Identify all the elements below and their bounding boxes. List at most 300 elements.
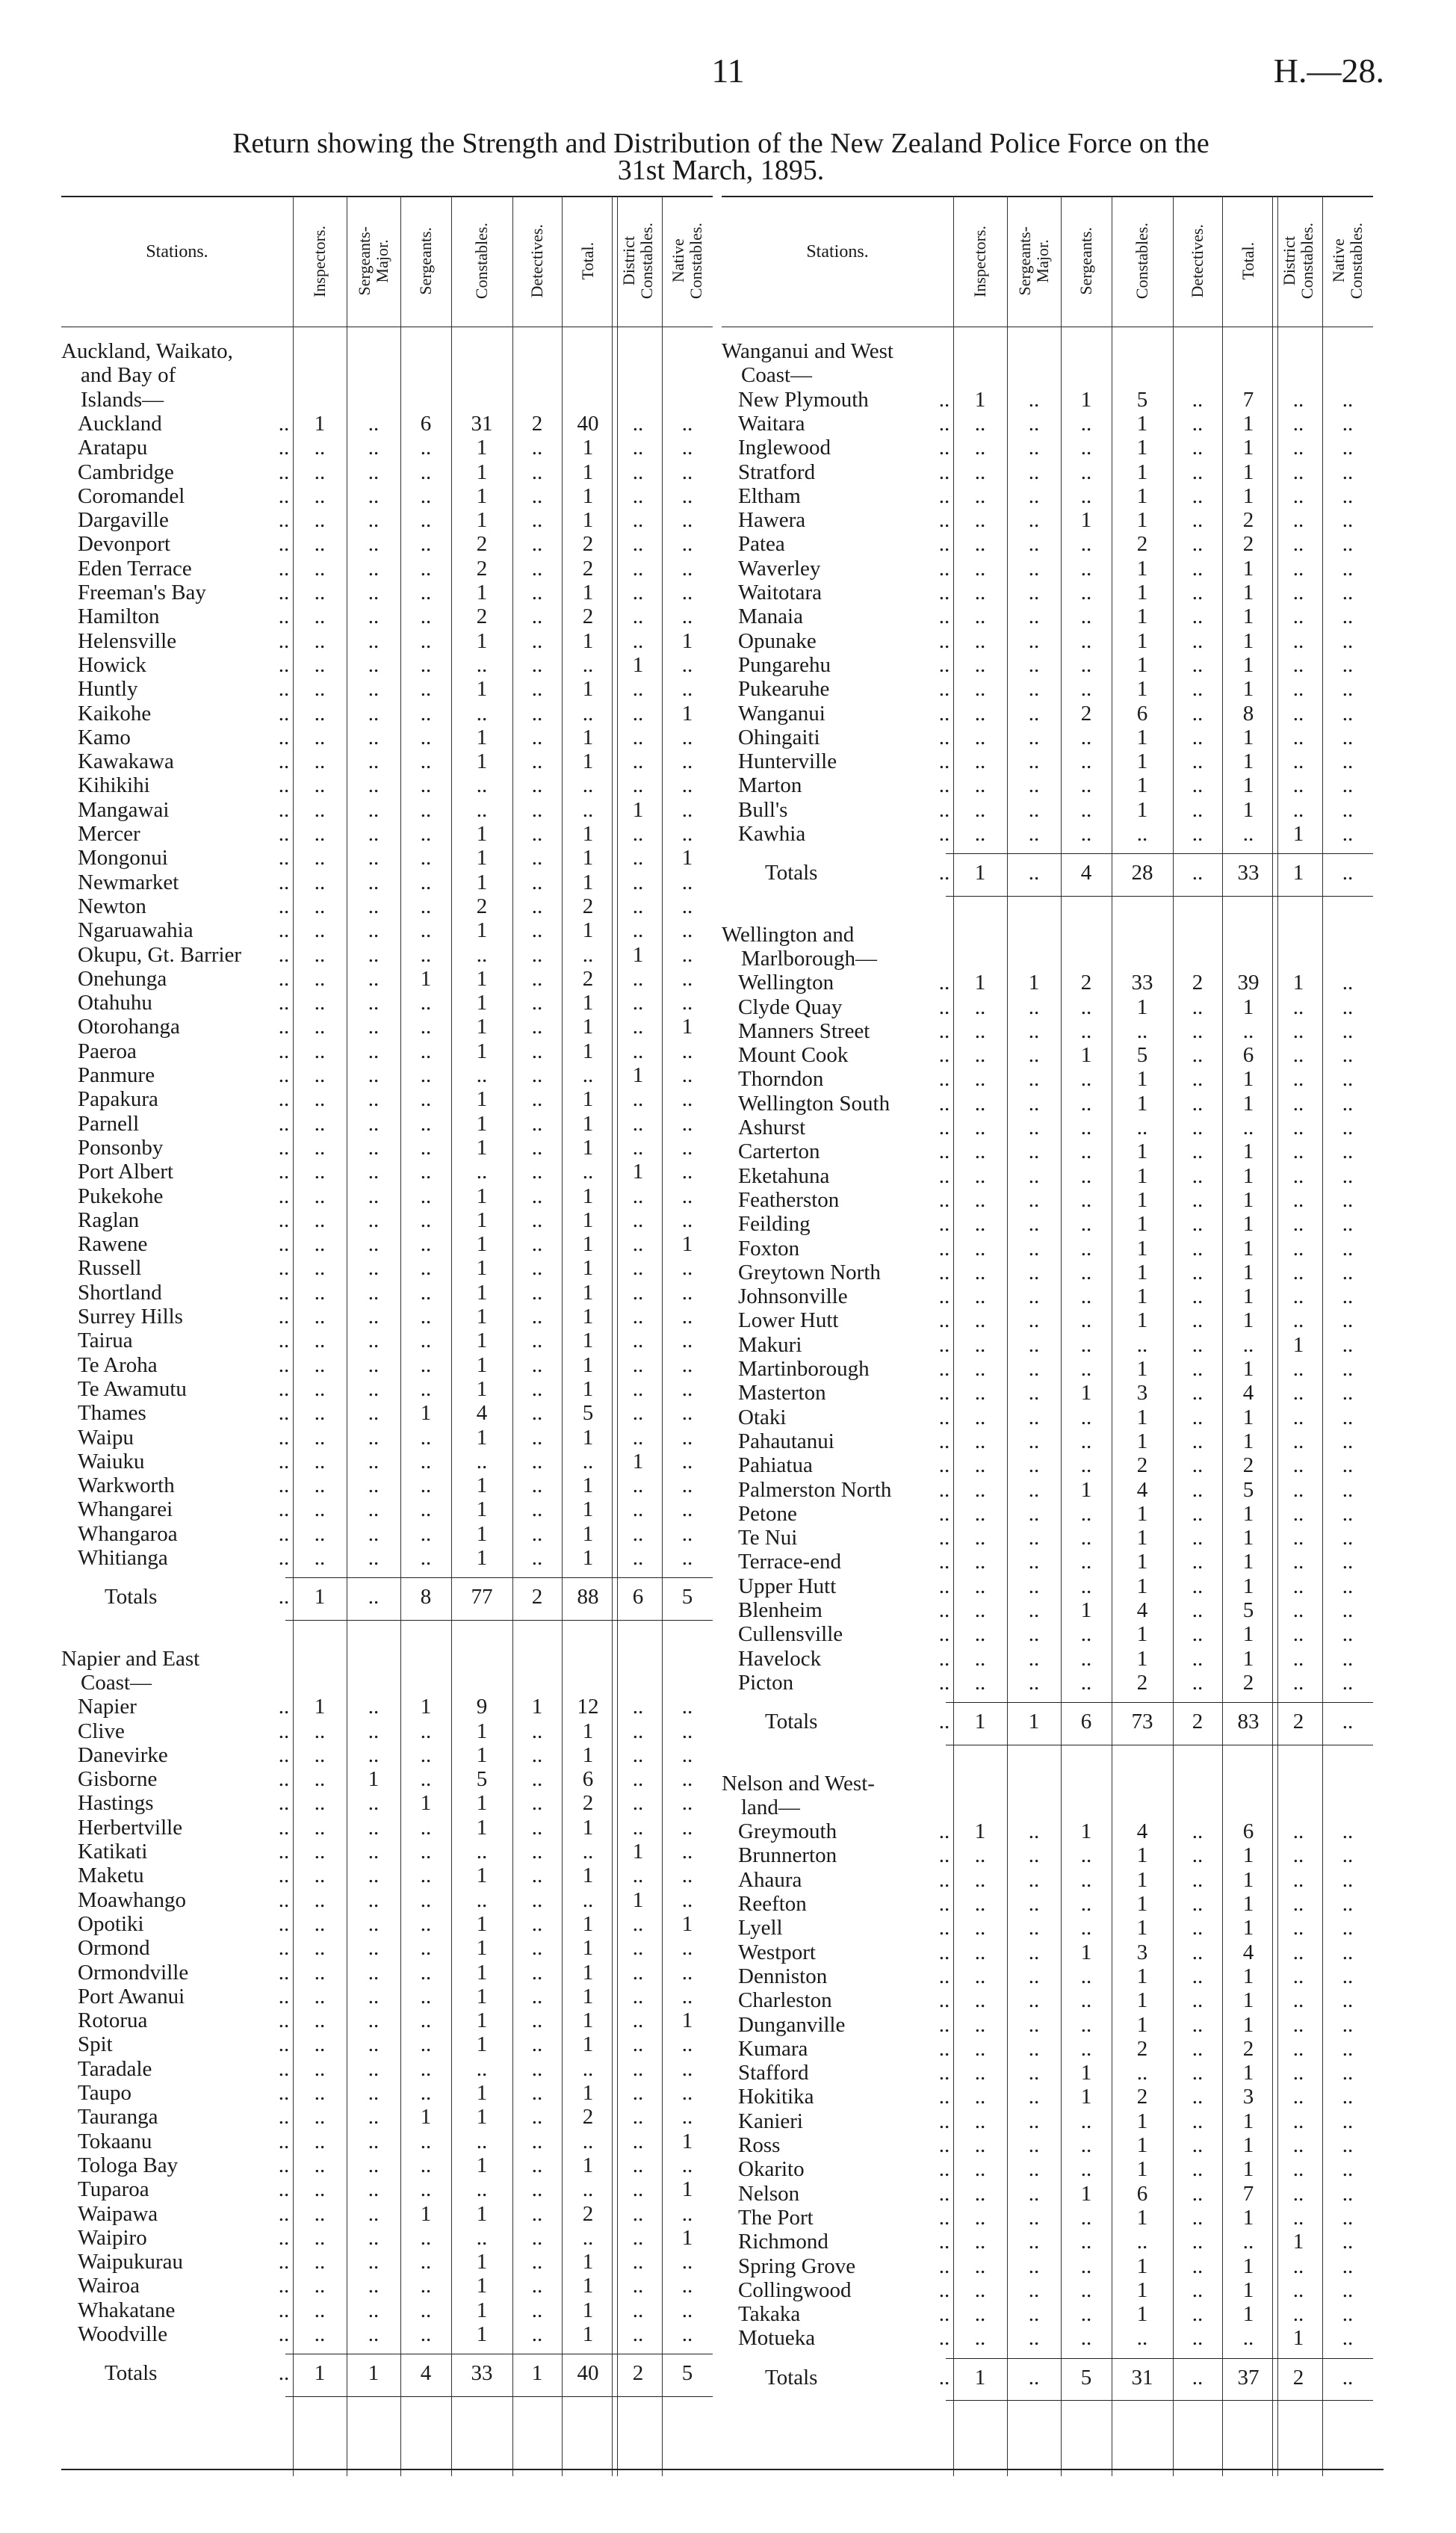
cell-value: .. [1342,2036,1354,2061]
cell-value: 1 [1242,2061,1254,2085]
cell-value: .. [681,2056,693,2081]
cell-value: 1 [1242,1964,1254,1988]
station-row [61,2177,713,2201]
cell-value: .. [681,1135,693,1160]
cell-value: .. [1292,2157,1304,2182]
cell-value: 1 [582,749,594,774]
cell-value: 1 [1242,436,1254,460]
cell-value: .. [420,918,432,943]
station-name: Eketahuna [738,1163,830,1188]
cell-value: .. [1192,1964,1203,1988]
cell-value: 2 [1242,508,1254,533]
station-row [722,581,1373,604]
station-name: Waipawa [78,2201,158,2226]
station-name: Taradale [78,2056,152,2081]
cell-value: .. [314,1015,326,1039]
cell-value: .. [681,2105,693,2130]
leader-dots: .. [278,894,290,918]
cell-value: .. [974,1212,986,1237]
cell-value: .. [420,628,432,653]
cell-value: .. [420,870,432,894]
cell-value: .. [1342,1622,1354,1647]
cell-value: .. [681,918,693,943]
cell-value: .. [1192,1429,1203,1453]
cell-value: 1 [582,725,594,749]
station-row [722,1671,1373,1695]
cell-value: .. [1342,652,1354,677]
cell-value: .. [1080,1116,1092,1139]
cell-value: .. [420,1742,432,1767]
cell-value: 40 [577,411,599,436]
cell-value: 1 [1242,1357,1254,1381]
station-name: Stafford [738,2061,809,2085]
cell-value: .. [420,2322,432,2346]
cell-value: .. [974,2326,986,2351]
cell-value: 1 [1242,1405,1254,1429]
leader-dots: .. [938,797,950,822]
cell-value: .. [368,2201,380,2226]
cell-value: .. [314,556,326,581]
cell-value: .. [974,1236,986,1261]
cell-value: .. [1292,1018,1304,1043]
cell-value: .. [1136,2230,1148,2254]
cell-value: 2 [1242,2036,1254,2061]
region-heading-text: Wellington and Marlborough— [722,922,878,971]
cell-value: 33 [1131,971,1153,995]
cell-value: 1 [582,2153,594,2177]
cell-value: .. [368,2032,380,2057]
cell-value: 1 [582,1184,594,1208]
cell-value: .. [1192,1477,1203,1502]
station-row [722,653,1373,677]
station-row [722,1988,1373,2012]
station-name: Waitara [738,411,805,436]
cell-value: .. [314,1232,326,1257]
cell-value: .. [1292,1260,1304,1284]
cell-value: 2 [582,894,594,918]
leader-dots: .. [278,1791,290,1816]
cell-value: .. [1028,387,1040,412]
cell-value: .. [368,942,380,967]
cell-value: 1 [1242,1067,1254,1092]
cell-value: .. [368,1887,380,1912]
leader-dots: .. [278,2129,290,2153]
cell-value: .. [681,1815,693,1840]
station-name: Gisborne [78,1767,158,1792]
cell-value: .. [314,1742,326,1767]
cell-value: 1 [632,1840,644,1864]
cell-value: .. [476,652,488,677]
cell-value: 3 [1136,1381,1148,1405]
cell-value: .. [531,628,543,653]
station-row [61,2322,713,2346]
totals-rule [285,2396,713,2397]
cell-value: .. [531,2105,543,2130]
station-row [61,870,713,894]
cell-value: .. [420,1087,432,1112]
cell-value: .. [681,1329,693,1353]
cell-value: 1 [1242,604,1254,629]
column-header-label: Total. [578,242,597,280]
station-row [722,822,1373,846]
cell-value: 6 [1242,1043,1254,1068]
cell-value: 1 [476,725,488,749]
station-row [722,2254,1373,2278]
cell-value: .. [1292,773,1304,798]
cell-value: .. [420,1111,432,1136]
cell-value: .. [1292,2012,1304,2037]
cell-value: .. [1080,411,1092,436]
cell-value: 2 [1080,701,1092,726]
cell-value: .. [314,2274,326,2298]
cell-value: .. [368,1960,380,1985]
station-row [61,1063,713,1087]
totals-label: Totals [105,2361,158,2386]
cell-value: .. [531,1184,543,1208]
station-row [61,1039,713,1063]
cell-value: .. [1292,1819,1304,1844]
station-row [61,2057,713,2081]
cell-value: 1 [1242,1622,1254,1647]
cell-value: 1 [476,2032,488,2057]
cell-value: .. [974,1139,986,1164]
cell-value: 1 [632,652,644,677]
cell-value: 2 [1136,2036,1148,2061]
leader-dots: .. [938,1501,950,1526]
leader-dots: .. [938,1067,950,1092]
cell-value: 2 [1292,2365,1304,2390]
cell-value: 1 [476,991,488,1015]
cell-value: .. [1292,725,1304,749]
totals-rule [946,1702,1373,1703]
cell-value: .. [681,677,693,702]
cell-value: .. [1192,797,1203,822]
cell-value: .. [1192,1284,1203,1309]
cell-value: .. [632,532,644,557]
cell-value: 1 [1136,2109,1148,2133]
station-name: Napier [78,1695,137,1719]
leader-dots: .. [938,1574,950,1598]
column-header [662,196,713,327]
station-row [61,2298,713,2322]
column-header [293,196,347,327]
station-row [722,749,1373,773]
column-header [953,196,1007,327]
station-name: Dargaville [78,508,169,533]
station-name: Cambridge [78,460,174,484]
cell-value: .. [314,701,326,726]
station-name: Hokitika [738,2085,814,2109]
bottom-rule [61,2469,1384,2470]
cell-value: 1 [1242,2012,1254,2037]
cell-value: .. [314,1184,326,1208]
station-row [61,1136,713,1160]
leader-dots: .. [938,1212,950,1237]
cell-value: .. [314,1425,326,1450]
cell-value: .. [681,991,693,1015]
cell-value: .. [420,2032,432,2057]
leader-dots: .. [938,2254,950,2278]
cell-value: .. [681,725,693,749]
cell-value: 5 [1136,1043,1148,1068]
cell-value: .. [1342,1710,1354,1734]
cell-value: 28 [1131,861,1153,885]
cell-value: .. [1080,677,1092,702]
cell-value: .. [314,1352,326,1377]
station-name: New Plymouth [738,387,869,412]
leader-dots: .. [938,1284,950,1309]
cell-value: .. [531,1497,543,1522]
totals-rule [285,1620,713,1621]
cell-value: 5 [681,1585,693,1609]
cell-value: .. [1192,1381,1203,1405]
station-name: Hamilton [78,604,160,629]
cell-value: 1 [582,1742,594,1767]
cell-value: 1 [1242,556,1254,581]
cell-value: .. [1342,1284,1354,1309]
totals-rule [946,853,1373,854]
cell-value: .. [368,2105,380,2130]
station-name: Pahautanui [738,1429,834,1453]
station-name: Shortland [78,1280,162,1305]
cell-value: .. [1028,1332,1040,1357]
cell-value: .. [974,1574,986,1598]
station-name: Richmond [738,2230,828,2254]
cell-value: .. [1342,460,1354,484]
cell-value: .. [531,1401,543,1426]
cell-value: .. [1342,995,1354,1019]
station-row [722,2085,1373,2109]
station-row [61,1377,713,1401]
cell-value: .. [1342,2061,1354,2085]
cell-value: .. [1292,532,1304,557]
station-row [722,1550,1373,1574]
cell-value: .. [368,1015,380,1039]
cell-value: .. [632,991,644,1015]
leader-dots: .. [278,725,290,749]
cell-value: 1 [1136,1405,1148,1429]
cell-value: .. [420,581,432,604]
cell-value: 2 [1242,532,1254,557]
cell-value: .. [314,966,326,991]
cell-value: .. [632,1521,644,1546]
cell-value: .. [1192,1670,1203,1695]
cell-value: .. [1028,1018,1040,1043]
cell-value: 1 [582,1232,594,1257]
totals-rule [946,2400,1373,2401]
station-row [722,2109,1373,2133]
cell-value: .. [1136,1018,1148,1043]
cell-value: .. [314,1719,326,1743]
station-name: Westport [738,1940,816,1964]
cell-value: .. [531,1911,543,1936]
cell-value: 1 [1136,1646,1148,1671]
cell-value: 1 [476,1352,488,1377]
cell-value: .. [314,1767,326,1792]
leader-dots: .. [278,1840,290,1864]
leader-dots: .. [938,1236,950,1261]
cell-value: .. [1080,2326,1092,2351]
cell-value: .. [974,1916,986,1940]
station-row [61,967,713,991]
cell-value: .. [314,1401,326,1426]
cell-value: .. [1028,797,1040,822]
station-row [61,484,713,508]
cell-value: .. [531,2201,543,2226]
cell-value: .. [681,1521,693,1546]
station-row [722,1453,1373,1477]
cell-value: 1 [476,1791,488,1816]
cell-value: .. [1028,1964,1040,1988]
cell-value: 1 [582,991,594,1015]
cell-value: .. [632,1184,644,1208]
cell-value: .. [531,652,543,677]
cell-value: .. [1080,483,1092,508]
cell-value: .. [314,1376,326,1401]
cell-value: .. [368,1719,380,1743]
cell-value: .. [1028,1477,1040,1502]
cell-value: .. [1080,1067,1092,1092]
cell-value: .. [681,1887,693,1912]
leader-dots: .. [278,1280,290,1305]
station-row [61,1353,713,1377]
cell-value: .. [314,1840,326,1864]
cell-value: 77 [471,1585,493,1609]
leader-dots: .. [278,1329,290,1353]
station-name: Manaia [738,604,803,629]
column-header [1007,196,1061,327]
cell-value: .. [531,1207,543,1232]
cell-value: .. [974,460,986,484]
cell-value: .. [531,797,543,822]
leader-dots: .. [278,1695,290,1719]
leader-dots: .. [938,556,950,581]
cell-value: .. [1028,2205,1040,2230]
leader-dots: .. [938,436,950,460]
station-name: Woodville [78,2322,168,2346]
leader-dots: .. [278,918,290,943]
cell-value: .. [420,508,432,533]
station-name: Charleston [738,1988,832,2013]
cell-value: .. [420,1960,432,1985]
cell-value: 1 [1136,1892,1148,1916]
cell-value: 1 [582,1984,594,2008]
right-table [722,196,1373,2476]
leader-dots: .. [938,1598,950,1622]
cell-value: 1 [1136,1212,1148,1237]
cell-value: .. [1028,508,1040,533]
cell-value: .. [1192,1550,1203,1574]
column-header [347,196,400,327]
cell-value: .. [368,436,380,460]
cell-value: .. [1080,822,1092,846]
cell-value: .. [1292,1357,1304,1381]
cell-value: .. [974,2181,986,2206]
cell-value: 1 [476,677,488,702]
cell-value: .. [1192,2326,1203,2351]
leader-dots: .. [278,749,290,774]
cell-value: .. [1080,436,1092,460]
station-name: Paeroa [78,1039,137,1063]
leader-dots: .. [938,1646,950,1671]
station-name: Whangarei [78,1497,173,1522]
station-row [61,943,713,967]
cell-value: 4 [476,1401,488,1426]
cell-value: .. [1292,1843,1304,1868]
leader-dots: .. [278,701,290,726]
cell-value: .. [1080,1405,1092,1429]
cell-value: .. [420,677,432,702]
cell-value: .. [1080,460,1092,484]
cell-value: .. [420,1887,432,1912]
station-name: Rotorua [78,2008,148,2033]
cell-value: 1 [974,971,986,995]
leader-dots: .. [938,1163,950,1188]
station-row [61,702,713,726]
cell-value: 1 [531,2361,543,2386]
cell-value: .. [632,2322,644,2346]
cell-value: .. [1342,773,1354,798]
cell-value: .. [368,1207,380,1232]
station-row [61,2081,713,2105]
cell-value: .. [974,411,986,436]
cell-value: .. [1292,1429,1304,1453]
cell-value: 1 [1080,1043,1092,1068]
cell-value: 2 [1136,532,1148,557]
station-name: Masterton [738,1381,826,1405]
cell-value: 1 [476,2153,488,2177]
leader-dots: .. [278,846,290,870]
cell-value: 1 [681,701,693,726]
cell-value: 1 [632,1063,644,1087]
cell-value: 1 [476,2081,488,2105]
cell-value: 1 [1242,797,1254,822]
station-name: Newton [78,894,146,918]
cell-value: .. [1342,2157,1354,2182]
cell-value: .. [1292,995,1304,1019]
cell-value: 1 [1242,1260,1254,1284]
station-row [61,2202,713,2226]
cell-value: .. [681,1936,693,1961]
cell-value: .. [632,1087,644,1112]
cell-value: .. [1342,2302,1354,2327]
cell-value: .. [632,1039,644,1063]
cell-value: 1 [1080,1940,1092,1964]
cell-value: .. [1028,1940,1040,1964]
cell-value: .. [1028,1574,1040,1598]
cell-value: .. [314,1111,326,1136]
cell-value: .. [974,2012,986,2037]
cell-value: .. [681,1207,693,1232]
cell-value: .. [368,773,380,798]
totals-label: Totals [765,861,818,885]
cell-value: 1 [1242,2109,1254,2133]
cell-value: .. [1192,1501,1203,1526]
cell-value: .. [368,2274,380,2298]
cell-value: .. [1028,1501,1040,1526]
station-name: Thames [78,1401,146,1426]
cell-value: .. [974,1067,986,1092]
cell-value: .. [1080,1236,1092,1261]
cell-value: .. [420,532,432,557]
cell-value: 1 [476,2250,488,2274]
cell-value: .. [632,1425,644,1450]
cell-value: 1 [1080,508,1092,533]
cell-value: 1 [1136,460,1148,484]
leader-dots: .. [278,2008,290,2033]
station-name: Waiuku [78,1449,145,1473]
cell-value: 1 [476,483,488,508]
